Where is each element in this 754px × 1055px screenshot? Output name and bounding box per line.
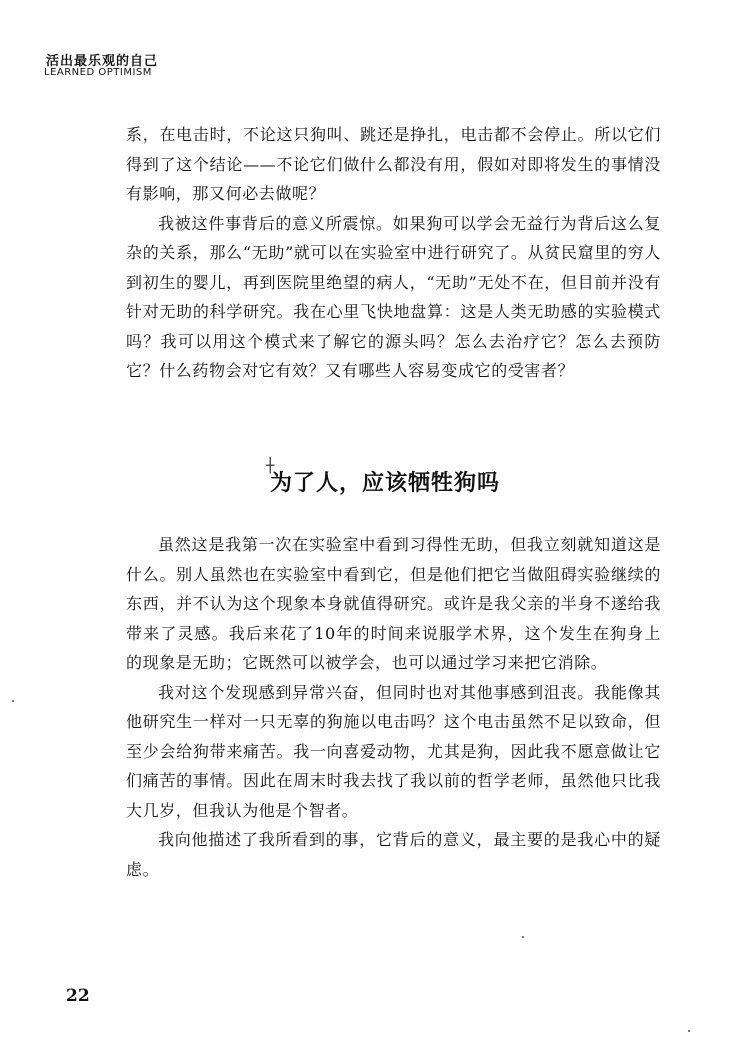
page-number: 22 [66,986,90,1006]
scan-speck [12,700,14,702]
book-title-english: LEARNED OPTIMISM [44,67,152,78]
section-title: 为了人，应该牺牲狗吗 [270,470,501,496]
body-text-top [126,120,661,386]
body-text-bottom [126,530,661,884]
scan-speck [688,1030,690,1032]
paragraph: 我对这个发现感到异常兴奋，但同时也对其他事感到沮丧。我能像其他研究生一样对一只无辜的狗施以电击吗？这个电击虽然不足以致命，但至少会给狗带来痛苦。我一向喜爱动物，尤其是狗，因此我不愿意做让它们痛苦的事情。因此在周末时我去找了我以前的哲学老师，虽然他只比我大几岁，但我认为他是个智者。 [126,682,661,820]
paragraph: 我向他描述了我所看到的事，它背后的意义，最主要的是我心中的疑虑。 [126,830,661,879]
paragraph: 虽然这是我第一次在实验室中看到习得性无助，但我立刻就知道这是什么。别人虽然也在实验室中看到它，但是他们把它当做阻碍实验继续的东西，并不认为这个现象本身就值得研究。或许是我父亲的半身不遂给我带来了灵感。我后来花了10年的时间来说服学术界，这个发生在狗身上的现象是无助；它既然可以被学会，也可以通过学习来把它消除。 [126,535,661,672]
section-marker-icon: ┼ [266,458,275,474]
paragraph: 我被这件事背后的意义所震惊。如果狗可以学会无益行为背后这么复杂的关系，那么“无助”就可以在实验室中进行研究了。从贫民窟里的穷人到初生的婴儿，再到医院里绝望的病人，“无助”无处不在，但目前并没有针对无助的科学研究。我在心里飞快地盘算：这是人类无助感的实验模式吗？我可以用这个模式来了解它的源头吗？怎么去治疗它？怎么去预防它？什么药物会对它有效？又有哪些人容易变成它的受害者？ [126,213,661,380]
scan-speck [522,936,524,938]
book-title-chinese: 活出最乐观的自己 [46,54,159,69]
paragraph: 系，在电击时，不论这只狗叫、跳还是挣扎，电击都不会停止。所以它们得到了这个结论——不论它们做什么都没有用，假如对即将发生的事情没有影响，那又何必去做呢？ [126,125,661,203]
